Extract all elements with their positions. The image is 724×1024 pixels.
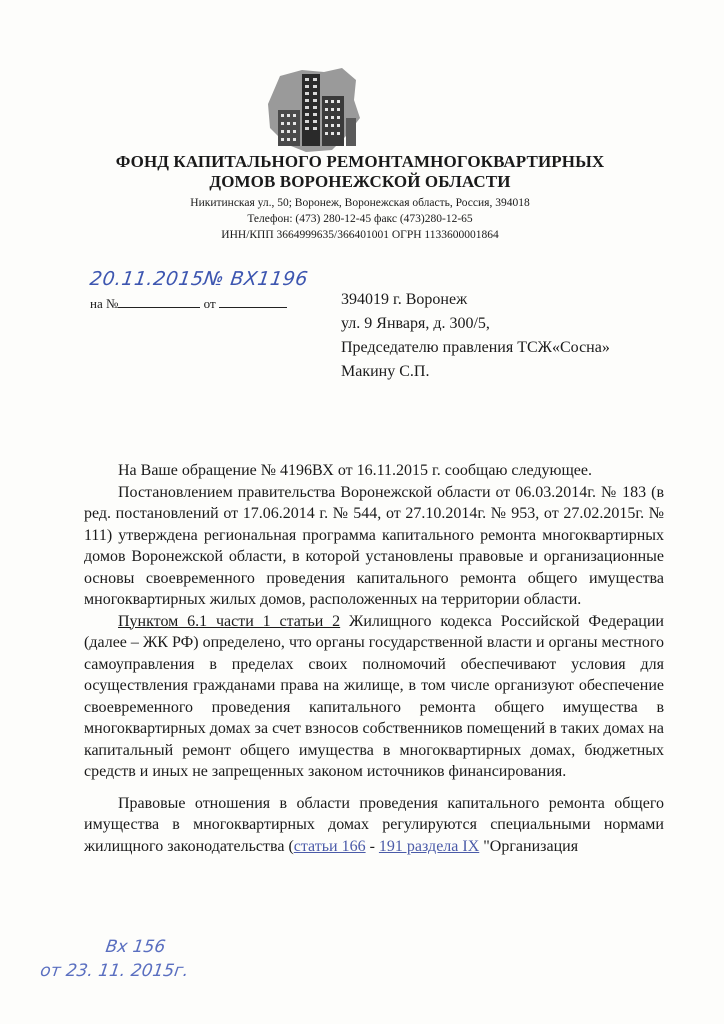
- recipient-line-3: Председателю правления ТСЖ«Сосна»: [341, 339, 610, 356]
- recipient-line-2: ул. 9 Января, д. 300/5,: [341, 315, 490, 332]
- paragraph-3-text: Жилищного кодекса Российской Федерации (далее – ЖК РФ) определено, что органы государственной власти и органы местного самоуправления в пределах своих полномочий обеспечивают условия для осуществления гражданами права на жилище, в том числе организуют обеспечение своевременного проведения капитального ремонта общего имущества в многоквартирных домах за счет взносов собственников помещений в таких домах на капитальный ремонт общего имущества в многоквартирных домах, бюджетных средств и иных не запрещенных законом источников финансирования.: [84, 612, 665, 780]
- handwritten-outgoing-number: 20.11.2015№ ВХ1196: [88, 268, 310, 290]
- paragraph-1: На Ваше обращение № 4196ВХ от 16.11.2015 г. сообщаю следующее.: [118, 462, 592, 479]
- handwritten-incoming-date: от 23. 11. 2015г.: [38, 961, 190, 981]
- ref-prefix: на №: [90, 296, 119, 311]
- paragraph-4-text: Правовые отношения в области проведения капитального ремонта общего имущества в многоквартирных домах регулируются специальными нормами жилищного законодательства (: [84, 794, 664, 855]
- article-166-link[interactable]: статьи 166: [293, 837, 366, 855]
- org-ids: ИНН/КПП 3664999635/366401001 ОГРН 1133600001864: [221, 229, 499, 241]
- org-name-line-2: ДОМОВ ВОРОНЕЖСКОЙ ОБЛАСТИ: [209, 172, 511, 191]
- handwritten-incoming-number: Вх 156: [104, 937, 167, 957]
- org-name-line-1: ФОНД КАПИТАЛЬНОГО РЕМОНТАМНОГОКВАРТИРНЫХ: [115, 152, 605, 171]
- buildings-logo-icon: [262, 66, 362, 154]
- letter-body: [84, 460, 664, 857]
- organization-contacts: [120, 195, 600, 243]
- paragraph-4: [84, 793, 664, 858]
- org-phone: Телефон: (473) 280-12-45 факс (473)280-12-65: [247, 213, 473, 225]
- recipient-block: [341, 288, 681, 384]
- ref-number-blank: [118, 295, 200, 308]
- dash: -: [365, 837, 379, 855]
- article-191-link[interactable]: 191 раздела IX: [378, 837, 480, 855]
- ref-date-blank: [219, 295, 287, 308]
- reference-line: [90, 295, 287, 312]
- handwritten-registration-note: [39, 935, 194, 983]
- paragraph-4-end: "Организация: [479, 837, 579, 855]
- recipient-line-1: 394019 г. Воронеж: [341, 291, 468, 308]
- org-address: Никитинская ул., 50; Воронеж, Воронежская область, Россия, 394018: [190, 197, 530, 209]
- ref-from: от: [203, 296, 216, 311]
- recipient-line-4: Макину С.П.: [341, 363, 430, 380]
- organization-name: [90, 152, 630, 192]
- paragraph-3: [84, 611, 664, 783]
- paragraph-2: Постановлением правительства Воронежской области от 06.03.2014г. № 183 (в ред. постановлений от 17.06.2014 г. № 544, от 27.10.2014г. № 953, от 27.02.2015г. № 111) утверждена региональная программа капитального ремонта многоквартирных домов Воронежской области, в которой установлены правовые и организационные основы своевременного проведения капитального ремонта общего имущества многоквартирных жилых домов, расположенных на территории области.: [84, 483, 664, 608]
- law-reference-link[interactable]: Пунктом 6.1 части 1 статьи 2: [118, 612, 341, 630]
